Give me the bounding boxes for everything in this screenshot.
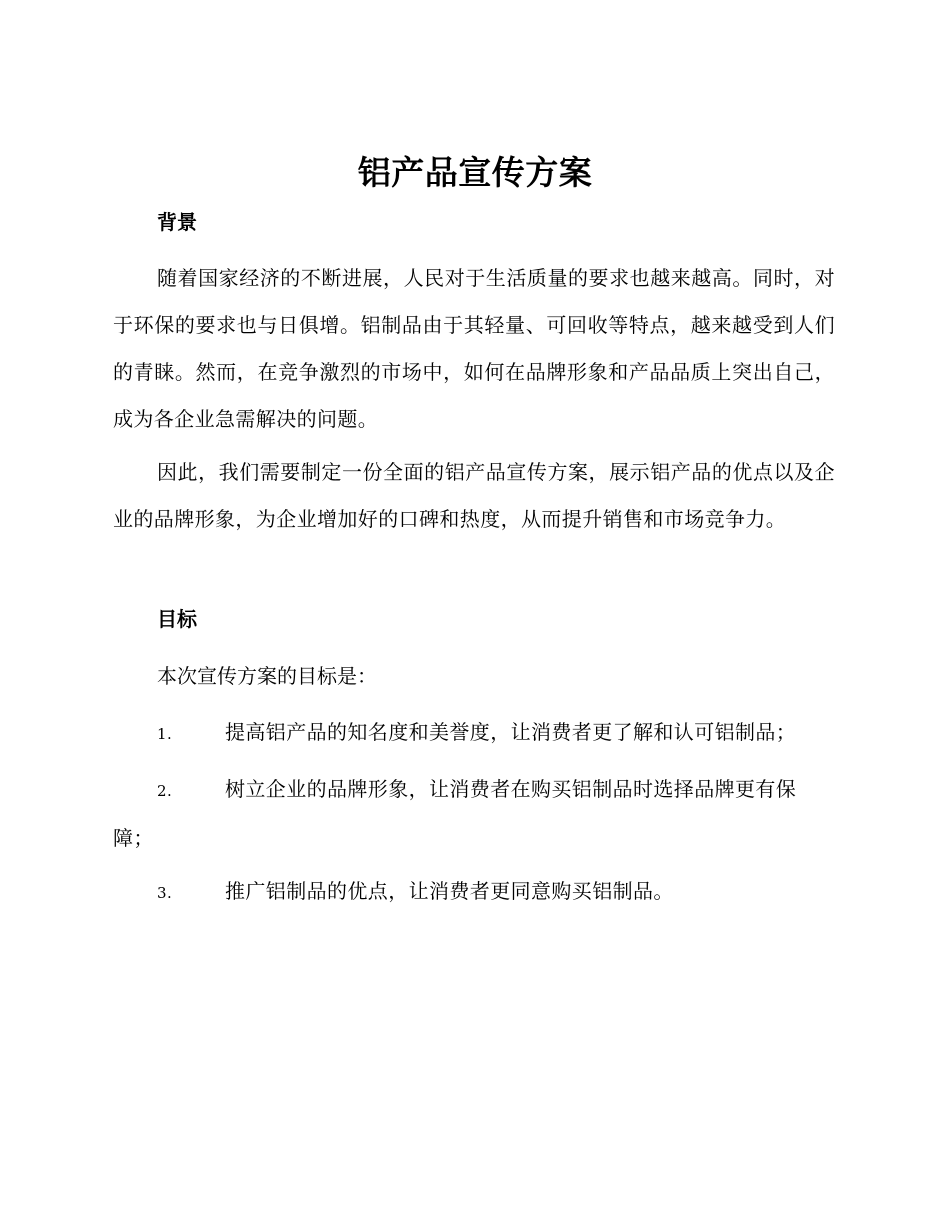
list-text: 树立企业的品牌形象，让消费者在购买铝制品时选择品牌更有保障； xyxy=(113,777,797,850)
document-title: 铝产品宣传方案 xyxy=(357,153,593,192)
list-text: 推广铝制品的优点，让消费者更同意购买铝制品。 xyxy=(225,879,674,903)
section-heading-background: 背景 xyxy=(157,210,197,234)
background-paragraph-2: 因此，我们需要制定一份全面的铝产品宣传方案，展示铝产品的优点以及企业的品牌形象，为企业增加好的口碑和热度，从而提升销售和市场竞争力。 xyxy=(113,460,835,531)
goal-list-item xyxy=(113,709,835,758)
list-text: 提高铝产品的知名度和美誉度，让消费者更了解和认可铝制品； xyxy=(225,720,797,744)
goal-list-item xyxy=(113,766,835,862)
goal-list-item xyxy=(113,868,835,917)
list-number: 1. xyxy=(157,725,173,743)
list-number: 2. xyxy=(157,782,173,800)
goals-intro: 本次宣传方案的目标是： xyxy=(157,664,377,688)
section-heading-goals: 目标 xyxy=(157,607,197,631)
list-number: 3. xyxy=(157,884,173,902)
background-paragraph-1: 随着国家经济的不断进展，人民对于生活质量的要求也越来越高。同时，对于环保的要求也与日俱增。铝制品由于其轻量、可回收等特点，越来越受到人们的青睐。然而，在竞争激烈的市场中，如何在品牌形象和产品品质上突出自己，成为各企业急需解决的问题。 xyxy=(113,266,835,431)
